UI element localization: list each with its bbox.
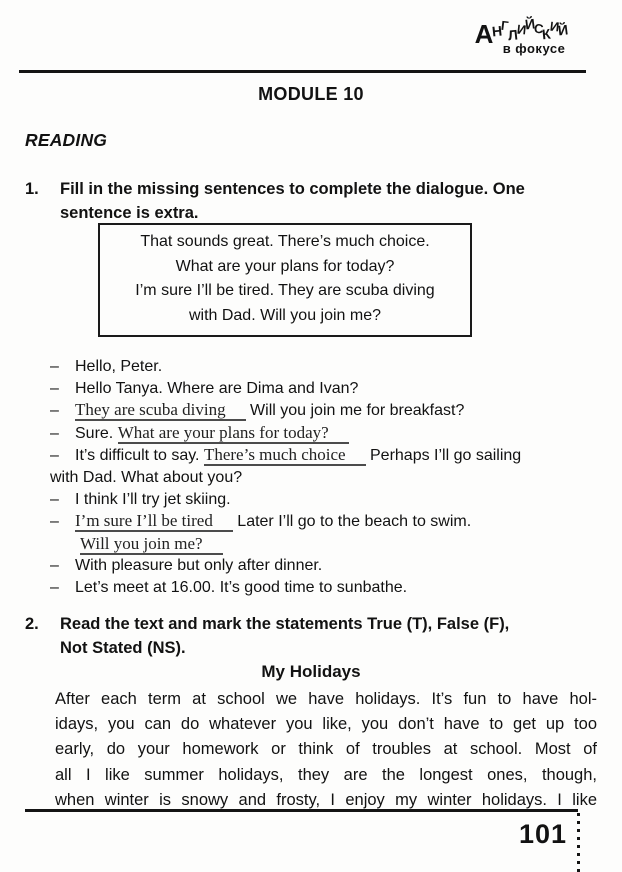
dialogue-text: with Dad. What about you? bbox=[50, 468, 243, 486]
dialogue-dash: – bbox=[50, 402, 59, 420]
dialogue-text: With pleasure but only after dinner. bbox=[75, 557, 323, 575]
dialogue-text: Let’s meet at 16.00. It’s good time to sunbathe. bbox=[75, 578, 408, 596]
dialogue-dash: – bbox=[50, 358, 59, 375]
dialogue-text: I think I’ll try jet skiing. bbox=[75, 490, 231, 508]
dialogue-dash: – bbox=[50, 490, 59, 508]
section-heading: READING bbox=[25, 130, 108, 150]
choice-box bbox=[98, 223, 472, 337]
dialogue-dash: – bbox=[50, 513, 59, 531]
dialogue-text: Hello, Peter. bbox=[75, 358, 163, 375]
story-line: all I like summer holidays, they are the longest ones, though, bbox=[55, 765, 597, 784]
dialogue-line bbox=[25, 422, 610, 445]
dialogue-text: Hello Tanya. Where are Dima and Ivan? bbox=[75, 379, 359, 397]
dialogue-line bbox=[25, 489, 610, 511]
dialogue-text: Will you join me for breakfast? bbox=[245, 402, 465, 420]
story-line: After each term at school we have holidays. It’s fun to have hol- bbox=[55, 690, 597, 708]
choice-box-line: with Dad. Will you join me? bbox=[188, 306, 382, 324]
choice-box-line: I’m sure I’ll be tired. They are scuba diving bbox=[135, 282, 435, 299]
logo-letter: Й bbox=[524, 15, 536, 33]
page-edge-dots bbox=[577, 813, 580, 872]
logo-letter: Г bbox=[500, 17, 509, 34]
dialogue-dash: – bbox=[50, 557, 59, 575]
task-instruction-line: sentence is extra. bbox=[60, 204, 199, 222]
logo-letter: С bbox=[533, 20, 544, 37]
dialogue bbox=[25, 356, 610, 599]
dialogue-line bbox=[25, 378, 610, 400]
dialogue-line bbox=[25, 444, 610, 467]
task-2-number: 2. bbox=[25, 615, 39, 633]
filled-answer-blank: They are scuba diving bbox=[75, 400, 246, 421]
dialogue-line bbox=[25, 467, 610, 489]
logo-letter: А bbox=[474, 19, 493, 49]
logo-letter: И bbox=[549, 18, 560, 35]
dialogue-text: Perhaps I’ll go sailing bbox=[365, 447, 522, 465]
dialogue-dash: – bbox=[50, 447, 59, 465]
filled-answer-blank: Will you join me? bbox=[80, 534, 223, 555]
logo-letter: Й bbox=[557, 21, 569, 39]
choice-box-line: That sounds great. There’s much choice. bbox=[140, 233, 430, 250]
dialogue-line bbox=[25, 577, 610, 599]
dialogue-line bbox=[25, 510, 610, 533]
dialogue-line bbox=[25, 555, 610, 577]
dialogue-line bbox=[25, 533, 610, 556]
dialogue-line bbox=[25, 356, 610, 378]
task-1-instruction bbox=[60, 177, 600, 225]
task-instruction-line: Read the text and mark the statements True (T), False (F), bbox=[60, 615, 510, 633]
dialogue-line bbox=[25, 399, 610, 422]
dialogue-text: It’s difficult to say. bbox=[75, 447, 204, 465]
story-line: early, do your homework or think of troubles at school. Most of bbox=[55, 740, 597, 759]
dialogue-dash: – bbox=[50, 578, 59, 596]
logo-letter: Н bbox=[491, 22, 503, 40]
footer-rule bbox=[25, 809, 578, 812]
story-line: when winter is snowy and frosty, I enjoy my winter holidays. I like bbox=[55, 790, 597, 809]
filled-answer-blank: There’s much choice bbox=[204, 445, 366, 466]
logo-letter: К bbox=[541, 25, 551, 43]
spotlight-logo bbox=[446, 14, 596, 56]
choice-box-line: What are your plans for today? bbox=[175, 257, 395, 275]
logo-letter: И bbox=[515, 21, 526, 38]
dialogue-dash: – bbox=[50, 379, 59, 397]
dialogue-text: Sure. bbox=[75, 424, 118, 442]
task-instruction-line: Not Stated (NS). bbox=[60, 639, 186, 657]
task-2 bbox=[25, 612, 600, 660]
page-number: 101 bbox=[518, 819, 567, 849]
header-rule bbox=[19, 70, 586, 73]
module-title: MODULE 10 bbox=[258, 84, 364, 104]
task-2-instruction bbox=[60, 612, 600, 660]
filled-answer-blank: I’m sure I’ll be tired bbox=[75, 511, 233, 532]
story-title: My Holidays bbox=[261, 662, 361, 681]
story-text bbox=[55, 687, 597, 813]
dialogue-text: Later I’ll go to the beach to swim. bbox=[232, 513, 472, 531]
logo-letter: Л bbox=[507, 26, 518, 44]
task-instruction-line: Fill in the missing sentences to complete the dialogue. One bbox=[60, 180, 525, 198]
story-line: idays, you can do whatever you like, you don’t have to get up too bbox=[55, 715, 597, 734]
logo-subtitle: в фокусе bbox=[502, 41, 566, 56]
filled-answer-blank: What are your plans for today? bbox=[118, 423, 349, 444]
dialogue-dash: – bbox=[50, 424, 59, 442]
task-1 bbox=[25, 177, 600, 225]
task-1-number: 1. bbox=[25, 180, 39, 198]
